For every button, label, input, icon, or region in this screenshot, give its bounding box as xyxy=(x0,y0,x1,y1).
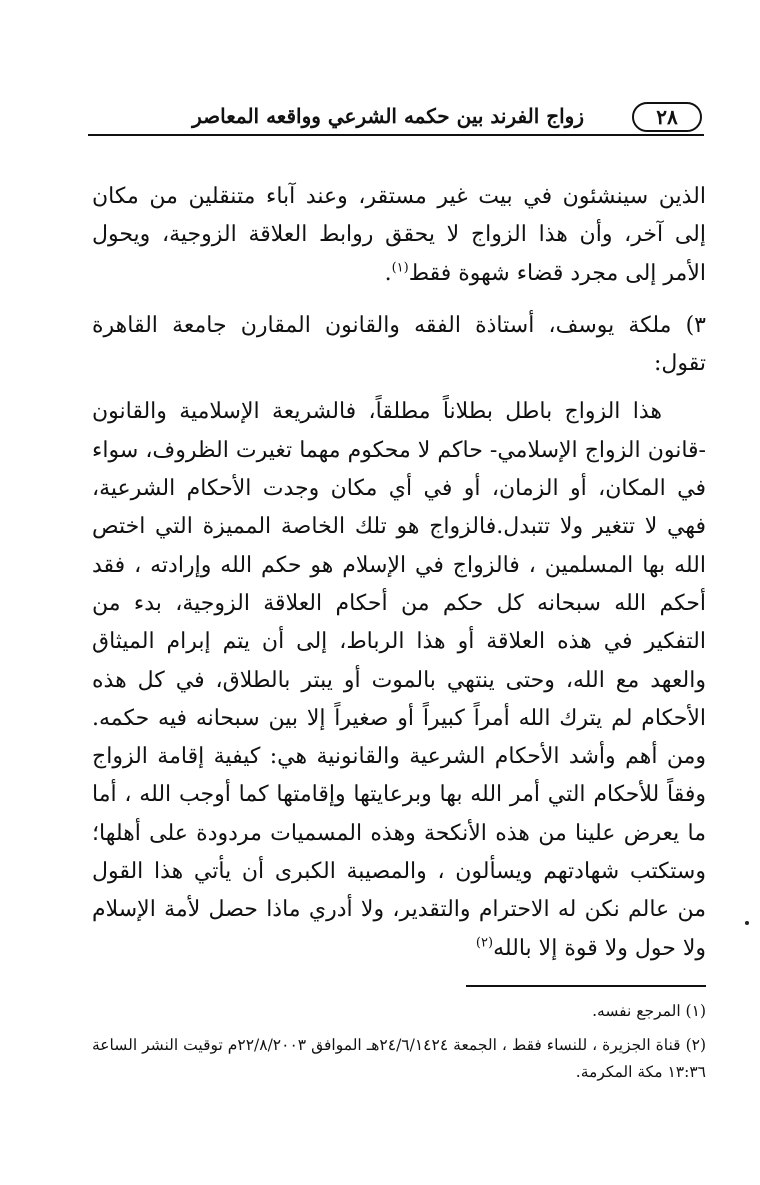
margin-mark xyxy=(745,921,749,925)
footnote-ref-1: (١) xyxy=(391,260,409,276)
footnote-ref-2: (٢) xyxy=(475,935,494,951)
page-number-badge: ٢٨ xyxy=(632,102,702,132)
quotation-text: هذا الزواج باطل بطلاناً مطلقاً، فالشريعة الإسلامية والقانون -قانون الزواج الإسلامي- حاكم لا محكوم مهما تغيرت الظروف، سواء في المكان، أو الزمان، أو في أي مكان وجدت الأحكام الشرعية، فهي لا تتغير ولا تتبدل.فالزواج هو تلك الخاصة المميزة التي اختص الله بها المسلمين ، فالزواج في الإسلام هو حكم الله وإرادته ، فقد أحكم الله سبحانه كل حكم من أحكام العلاقة الزوجية، بدء من التفكير في هذه العلاقة أو هذا الرباط، إلى أن يتم إبرام الميثاق والعهد مع الله، وحتى ينتهي بالموت أو يبتر بالطلاق، في كل هذه الأحكام لم يترك الله أمراً كبيراً أو صغيراً إلا بين سبحانه فيه حكمه. ومن أهم وأشد الأحكام الشرعية والقانونية هي: كيفية إقامة الزواج وفقاً للأحكام التي أمر الله بها وبرعايتها وإقامتها كما أوجب الله ، أما ما يعرض علينا من هذه الأنكحة وهذه المسميات مردودة على أهلها؛ وستكتب شهادتهم ويسألون ، والمصيبة الكبرى أن يأتي هذا القول من عالم نكن له الاحترام والتقدير، ولا أدري ماذا حصل لأمة الإسلام ولا حول ولا قوة إلا بالله xyxy=(92,399,706,961)
footnote-2: (٢) قناة الجزيرة ، للنساء فقط ، الجمعة ٢٤/٦/١٤٢٤هـ الموافق ٢٢/٨/٢٠٠٣م توقيت النشر الساعة ١٣:٣٦ مكة المكرمة. xyxy=(92,1035,707,1081)
quotation-paragraph xyxy=(92,393,706,967)
paragraph-1 xyxy=(92,178,706,293)
header-rule xyxy=(88,134,704,136)
footnote-separator xyxy=(466,985,706,987)
running-title: زواج الفرند بين حكمه الشرعي وواقعه المعاصر xyxy=(192,104,584,128)
footnote-1: (١) المرجع نفسه. xyxy=(592,1002,706,1020)
paragraph-1-text: الذين سينشئون في بيت غير مستقر، وعند آباء متنقلين من مكان إلى آخر، وأن هذا الزواج لا يحقق روابط العلاقة الزوجية، ويحول الأمر إلى مجرد قضاء شهوة فقط xyxy=(92,184,706,286)
main-text xyxy=(92,178,706,968)
footnotes xyxy=(92,998,706,1093)
numbered-item-3: ٣) ملكة يوسف، أستاذة الفقه والقانون المقارن جامعة القاهرة تقول: xyxy=(92,312,706,377)
page-header xyxy=(88,92,704,136)
paragraph-1-end: . xyxy=(384,260,392,286)
